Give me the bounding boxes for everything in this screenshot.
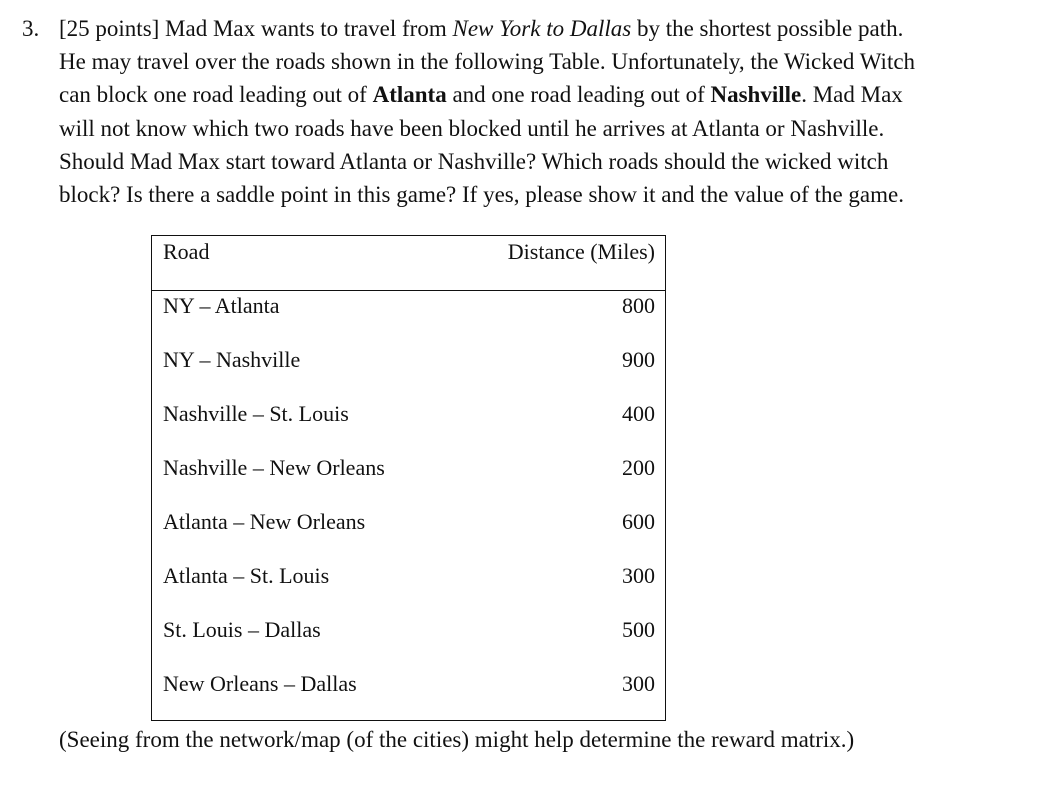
table-row: [152, 509, 665, 539]
road-cell: New Orleans – Dallas: [163, 671, 357, 696]
road-distance-table: [151, 235, 666, 721]
distance-cell: 600: [622, 509, 655, 534]
statement-line-4: will not know which two roads have been blocked until he arrives at Atlanta or Nashville.: [59, 115, 885, 141]
road-cell: St. Louis – Dallas: [163, 617, 321, 642]
road-cell: Atlanta – St. Louis: [163, 563, 330, 588]
footnote: (Seeing from the network/map (of the cities) might help determine the reward matrix.): [59, 727, 855, 752]
route-emphasis: New York to Dallas: [452, 16, 632, 41]
city-emphasis-nashville: Nashville: [710, 82, 802, 108]
table-row: [152, 617, 665, 647]
statement-line-1: [59, 12, 1029, 45]
table-row: [152, 347, 665, 377]
table-header: [152, 236, 665, 291]
distance-cell: 300: [622, 671, 655, 696]
road-cell: NY – Atlanta: [163, 293, 280, 318]
distance-cell: 500: [622, 617, 655, 642]
statement-line-6: block? Is there a saddle point in this game? If yes, please show it and the value of the game.: [59, 182, 904, 208]
header-road: Road: [163, 239, 210, 264]
statement-line-5: Should Mad Max start toward Atlanta or Nashville? Which roads should the wicked witch: [59, 148, 889, 174]
statement-text: can block one road leading out of: [59, 82, 373, 108]
distance-cell: 200: [622, 455, 655, 480]
table-row: [152, 401, 665, 431]
distance-cell: 900: [622, 347, 655, 372]
road-cell: Nashville – New Orleans: [163, 455, 385, 480]
road-cell: Nashville – St. Louis: [163, 401, 349, 426]
statement-text: by the shortest possible path.: [631, 16, 904, 41]
statement-text: . Mad Max: [801, 82, 903, 108]
table-row: [152, 563, 665, 593]
table-row: [152, 455, 665, 485]
problem-number: 3.: [22, 16, 40, 41]
distance-cell: 400: [622, 401, 655, 426]
distance-cell: 800: [622, 293, 655, 318]
problem-statement: [59, 12, 1029, 211]
road-cell: NY – Nashville: [163, 347, 301, 372]
statement-line-3: [59, 78, 1029, 111]
header-distance: Distance (Miles): [507, 239, 655, 264]
statement-line-2: He may travel over the roads shown in the following Table. Unfortunately, the Wicked Witch: [59, 49, 916, 75]
distance-cell: 300: [622, 563, 655, 588]
road-cell: Atlanta – New Orleans: [163, 509, 366, 534]
table-row: [152, 293, 665, 323]
statement-text: [25 points] Mad Max wants to travel from: [59, 16, 453, 41]
city-emphasis-atlanta: Atlanta: [372, 82, 447, 108]
statement-text: and one road leading out of: [446, 82, 711, 108]
table-row: [152, 671, 665, 701]
